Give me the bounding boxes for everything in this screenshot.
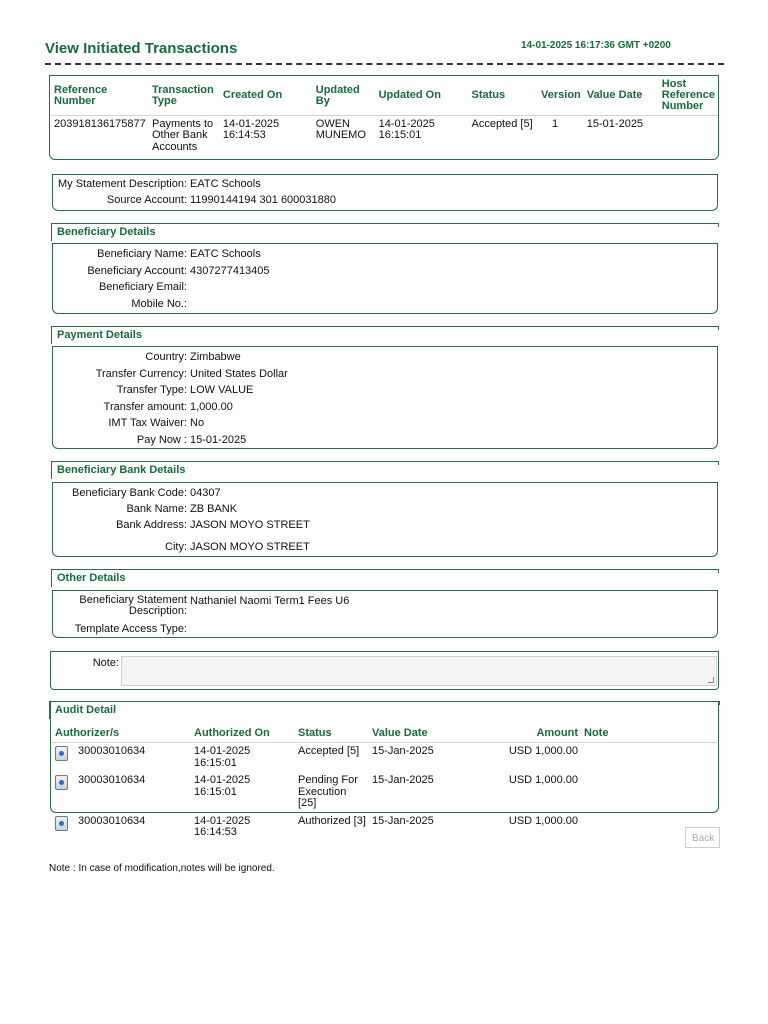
- col-status: Status: [468, 77, 538, 115]
- bank-code-value: 04307: [190, 487, 221, 499]
- beneficiary-details-header: Beneficiary Details: [52, 223, 718, 241]
- resize-grip-icon[interactable]: [708, 677, 714, 683]
- col-amount: Amount: [472, 724, 581, 743]
- page-timestamp: 14-01-2025 16:17:36 GMT +0200: [521, 40, 671, 51]
- back-button[interactable]: Back: [685, 827, 720, 848]
- imt-tax-waiver-row: [53, 417, 717, 433]
- my-statement-description-label: My Statement Description:: [58, 178, 187, 190]
- pay-now-label: Pay Now :: [136, 434, 187, 446]
- col-updated-on: Updated On: [376, 77, 469, 115]
- col-authorized-on: Authorized On: [191, 724, 295, 743]
- transaction-type: Payments to Other Bank Accounts: [151, 117, 214, 153]
- authorized-on: 14-01-2025 16:15:01: [194, 774, 251, 798]
- amount-cell: [472, 743, 581, 773]
- pay-now-value: 15-01-2025: [190, 434, 247, 446]
- page-title: View Initiated Transactions: [45, 40, 238, 57]
- beneficiary-account-row: [53, 265, 717, 281]
- bank-code-row: [53, 487, 717, 503]
- country-row: [53, 351, 717, 367]
- transfer-type-row: [53, 384, 717, 400]
- col-version: Version: [538, 77, 584, 115]
- transfer-currency-value: United States Dollar: [190, 368, 288, 380]
- audit-note: [581, 743, 717, 773]
- updated-on: 14-01-2025 16:15:01: [378, 117, 435, 141]
- col-transaction-type: Transaction Type: [149, 77, 220, 115]
- footer-note: Note : In case of modification,notes will be ignored.: [49, 863, 275, 874]
- bank-address-row: [53, 519, 717, 535]
- table-row: [51, 115, 718, 156]
- city-label: City:: [165, 541, 187, 553]
- transfer-amount-label: Transfer amount:: [103, 401, 187, 413]
- imt-tax-waiver-label: IMT Tax Waiver:: [108, 417, 187, 429]
- transfer-amount-row: [53, 401, 717, 417]
- col-host-reference-number: Host Reference Number: [659, 77, 718, 115]
- transfer-currency-label: Transfer Currency:: [95, 368, 187, 380]
- note-label: Note:: [92, 657, 119, 669]
- note-textarea[interactable]: [121, 656, 717, 686]
- audit-value-date: 15-Jan-2025: [372, 745, 434, 757]
- beneficiary-email-row: [53, 281, 717, 297]
- audit-value-date: 15-Jan-2025: [372, 814, 434, 827]
- col-value-date: Value Date: [584, 77, 659, 115]
- note-panel: [50, 651, 719, 690]
- host-reference-number: [659, 115, 718, 156]
- authorizer-cell: [52, 743, 191, 773]
- bank-address-label: Bank Address:: [116, 519, 187, 531]
- beneficiary-name-row: [53, 248, 717, 264]
- amount-cell: [472, 813, 581, 842]
- template-access-row: [53, 623, 717, 639]
- amount-value: 1,000.00: [535, 745, 578, 757]
- authorizer-id: 30003010634: [78, 774, 146, 786]
- bank-name-row: [53, 503, 717, 519]
- my-statement-description-value: EATC Schools: [190, 178, 261, 190]
- beneficiary-email-label: Beneficiary Email:: [98, 281, 187, 293]
- transfer-amount-value: 1,000.00: [190, 401, 233, 413]
- header-divider: [45, 63, 724, 65]
- transaction-table: [51, 77, 718, 156]
- document-icon[interactable]: [55, 816, 68, 831]
- transfer-type-value: LOW VALUE: [190, 384, 254, 396]
- audit-detail-header: Audit Detail: [50, 701, 719, 719]
- transfer-type-label: Transfer Type:: [116, 384, 187, 396]
- other-details-panel: [52, 590, 718, 638]
- amount-currency: USD: [508, 774, 533, 786]
- amount-currency: USD: [508, 814, 533, 827]
- country-value: Zimbabwe: [190, 351, 241, 363]
- beneficiary-statement-description-value: Nathaniel Naomi Term1 Fees U6: [190, 595, 350, 607]
- col-audit-value-date: Value Date: [369, 724, 472, 743]
- audit-value-date: 15-Jan-2025: [372, 774, 434, 786]
- beneficiary-statement-label-line2: Description:: [128, 605, 187, 617]
- beneficiary-account-label: Beneficiary Account:: [87, 265, 187, 277]
- status: Accepted [5]: [471, 117, 533, 130]
- authorized-on: 14-01-2025 16:15:01: [194, 745, 251, 769]
- pay-now-row: [53, 434, 717, 450]
- bank-code-label: Beneficiary Bank Code:: [72, 487, 187, 499]
- audit-table: [52, 724, 717, 842]
- beneficiary-statement-label-line1: Beneficiary Statement: [79, 594, 187, 606]
- document-icon[interactable]: [55, 775, 68, 790]
- amount-cell: [472, 772, 581, 813]
- bank-address-value: JASON MOYO STREET: [190, 519, 310, 531]
- city-row: [53, 541, 717, 557]
- table-row: [52, 743, 717, 773]
- table-row: [52, 772, 717, 813]
- audit-status: Authorized [3]: [298, 814, 366, 827]
- col-reference-number: Reference Number: [51, 77, 149, 115]
- transaction-table-header: [51, 77, 718, 115]
- bank-name-label: Bank Name:: [126, 503, 187, 515]
- statement-panel: [52, 174, 718, 211]
- beneficiary-account-value: 4307277413405: [190, 265, 270, 277]
- audit-status: Pending For Execution [25]: [298, 774, 358, 809]
- imt-tax-waiver-value: No: [190, 417, 205, 429]
- transfer-currency-row: [53, 368, 717, 384]
- created-on: 14-01-2025 16:14:53: [222, 117, 280, 141]
- audit-table-header: [52, 724, 717, 743]
- transaction-summary-panel: [49, 75, 719, 160]
- col-updated-by: Updated By: [313, 77, 376, 115]
- col-audit-status: Status: [295, 724, 369, 743]
- mobile-label: Mobile No.:: [131, 298, 187, 310]
- bank-details-header: Beneficiary Bank Details: [52, 461, 718, 479]
- audit-detail-panel: [50, 702, 719, 838]
- source-account-row: [53, 194, 717, 210]
- amount-currency: USD: [508, 745, 533, 757]
- col-authorizers: Authorizer/s: [52, 724, 191, 743]
- beneficiary-name-value: EATC Schools: [190, 248, 261, 260]
- bank-name-value: ZB BANK: [190, 503, 238, 515]
- template-access-label: Template Access Type:: [74, 623, 187, 635]
- beneficiary-name-label: Beneficiary Name:: [97, 248, 187, 260]
- authorizer-cell: [52, 772, 191, 813]
- authorizer-cell: [52, 813, 191, 842]
- beneficiary-details-panel: [52, 243, 718, 314]
- beneficiary-statement-description-row: [53, 595, 717, 619]
- my-statement-description-row: [53, 178, 717, 194]
- version: 1: [552, 117, 559, 130]
- payment-details-header: Payment Details: [52, 326, 718, 344]
- value-date: 15-01-2025: [586, 117, 644, 130]
- col-created-on: Created On: [220, 77, 313, 115]
- table-row: [52, 813, 717, 842]
- source-account-label: Source Account:: [106, 194, 187, 206]
- payment-details-panel: [52, 346, 718, 449]
- authorizer-id: 30003010634: [78, 814, 146, 827]
- beneficiary-statement-description-label: [53, 595, 187, 617]
- bank-details-panel: [52, 482, 718, 557]
- country-label: Country:: [145, 351, 187, 363]
- other-details-header: Other Details: [52, 569, 718, 587]
- city-value: JASON MOYO STREET: [190, 541, 310, 553]
- audit-note: [581, 772, 717, 813]
- audit-status: Accepted [5]: [298, 745, 360, 757]
- col-audit-note: Note: [581, 724, 717, 743]
- reference-number: 203918136175877: [54, 117, 146, 130]
- authorizer-id: 30003010634: [78, 745, 146, 757]
- authorized-on: 14-01-2025 16:14:53: [194, 814, 251, 838]
- amount-value: 1,000.00: [535, 814, 578, 827]
- updated-by: OWEN MUNEMO: [315, 117, 366, 141]
- document-icon[interactable]: [55, 746, 68, 761]
- mobile-row: [53, 298, 717, 314]
- amount-value: 1,000.00: [535, 774, 578, 786]
- source-account-value: 11990144194 301 600031880: [190, 194, 337, 206]
